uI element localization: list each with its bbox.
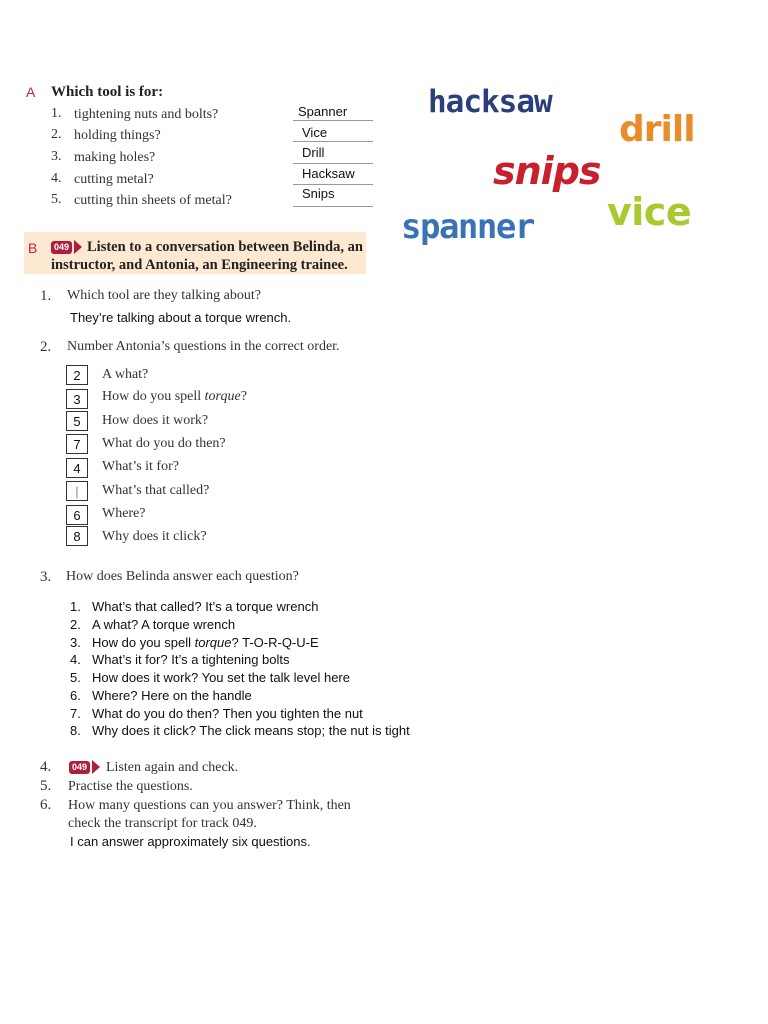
q5-text: Practise the questions. [68,779,193,794]
play-arrow-icon [74,240,82,254]
answer-text[interactable]: Snips [302,186,335,201]
q6-answer[interactable]: I can answer approximately six questions. [70,834,311,849]
answer-item[interactable]: What’s it for? It’s a tightening bolts [92,652,290,667]
section-a-letter: A [26,84,36,100]
answer-text[interactable]: Hacksaw [302,166,355,181]
q6-text-line2: check the transcript for track 049. [68,816,257,831]
question-number: 3. [51,149,62,164]
play-arrow-icon[interactable] [92,760,100,774]
order-box[interactable]: 6 [66,505,88,525]
order-question: What do you do then? [102,436,226,451]
wordart-vice: vice [607,190,692,234]
q6-text-line1: How many questions can you answer? Think, then [68,798,351,813]
q5-number: 5. [40,778,52,794]
answer-number: 2. [70,617,81,632]
order-box[interactable]: | [66,481,88,501]
question-number: 4. [51,171,62,186]
question-text: making holes? [74,150,156,165]
answer-item[interactable]: A what? A torque wrench [92,617,236,632]
order-box[interactable]: 4 [66,458,88,478]
answer-number: 7. [70,706,81,721]
q4-number: 4. [40,759,52,775]
answer-item[interactable]: How does it work? You set the talk level here [92,670,350,685]
answer-number: 8. [70,723,81,738]
order-box[interactable]: 2 [66,365,88,385]
order-question: Where? [102,506,146,521]
track-badge: 049 [51,241,72,254]
answer-number: 6. [70,688,81,703]
question-number: 2. [51,127,62,142]
q1-answer[interactable]: They’re talking about a torque wrench. [70,310,292,325]
answer-number: 3. [70,635,81,650]
answer-item[interactable]: Where? Here on the handle [92,688,252,703]
answer-text[interactable]: Vice [302,125,328,140]
order-question: Why does it click? [102,529,207,544]
track-badge[interactable]: 049 [69,761,90,774]
answer-item[interactable]: What’s that called? It’s a torque wrench [92,599,319,614]
answer-number: 1. [70,599,81,614]
order-question: A what? [102,367,149,382]
answer-item[interactable]: Why does it click? The click means stop; the nut is tight [92,723,410,738]
order-question: How does it work? [102,413,209,428]
order-box[interactable]: 3 [66,389,88,409]
answer-text[interactable]: Drill [302,145,325,160]
q6-number: 6. [40,797,52,813]
q2-number: 2. [40,339,52,355]
section-b-title-line1: Listen to a conversation between Belinda, an [87,239,363,255]
question-text: cutting metal? [74,172,154,187]
question-text: holding things? [74,128,161,143]
order-question: What’s that called? [102,483,210,498]
q1-number: 1. [40,288,52,304]
question-text: cutting thin sheets of metal? [74,193,232,208]
answer-item[interactable]: What do you do then? Then you tighten the nut [92,706,363,721]
order-question: What’s it for? [102,459,179,474]
order-box[interactable]: 8 [66,526,88,546]
order-box[interactable]: 7 [66,434,88,454]
wordart-drill: drill [619,109,695,150]
q3-number: 3. [40,569,52,585]
wordart-spanner: spanner [401,207,534,247]
q3-text: How does Belinda answer each question? [66,569,299,584]
order-question: How do you spell torque? [102,389,247,404]
section-b-letter: B [28,240,38,256]
q2-text: Number Antonia’s questions in the correct order. [67,339,340,354]
answer-number: 4. [70,652,81,667]
question-number: 5. [51,192,62,207]
q4-text: Listen again and check. [106,760,239,775]
order-box[interactable]: 5 [66,411,88,431]
answer-item[interactable]: How do you spell torque? T-O-R-Q-U-E [92,635,319,650]
wordart-snips: snips [493,149,601,193]
wordart-hacksaw: hacksaw [428,84,552,120]
question-text: tightening nuts and bolts? [74,107,219,122]
section-b-title-line2: instructor, and Antonia, an Engineering trainee. [51,257,348,273]
answer-number: 5. [70,670,81,685]
section-a-title: Which tool is for: [51,84,164,100]
question-number: 1. [51,106,62,121]
answer-text[interactable]: Spanner [298,104,348,119]
q1-text: Which tool are they talking about? [67,288,261,303]
